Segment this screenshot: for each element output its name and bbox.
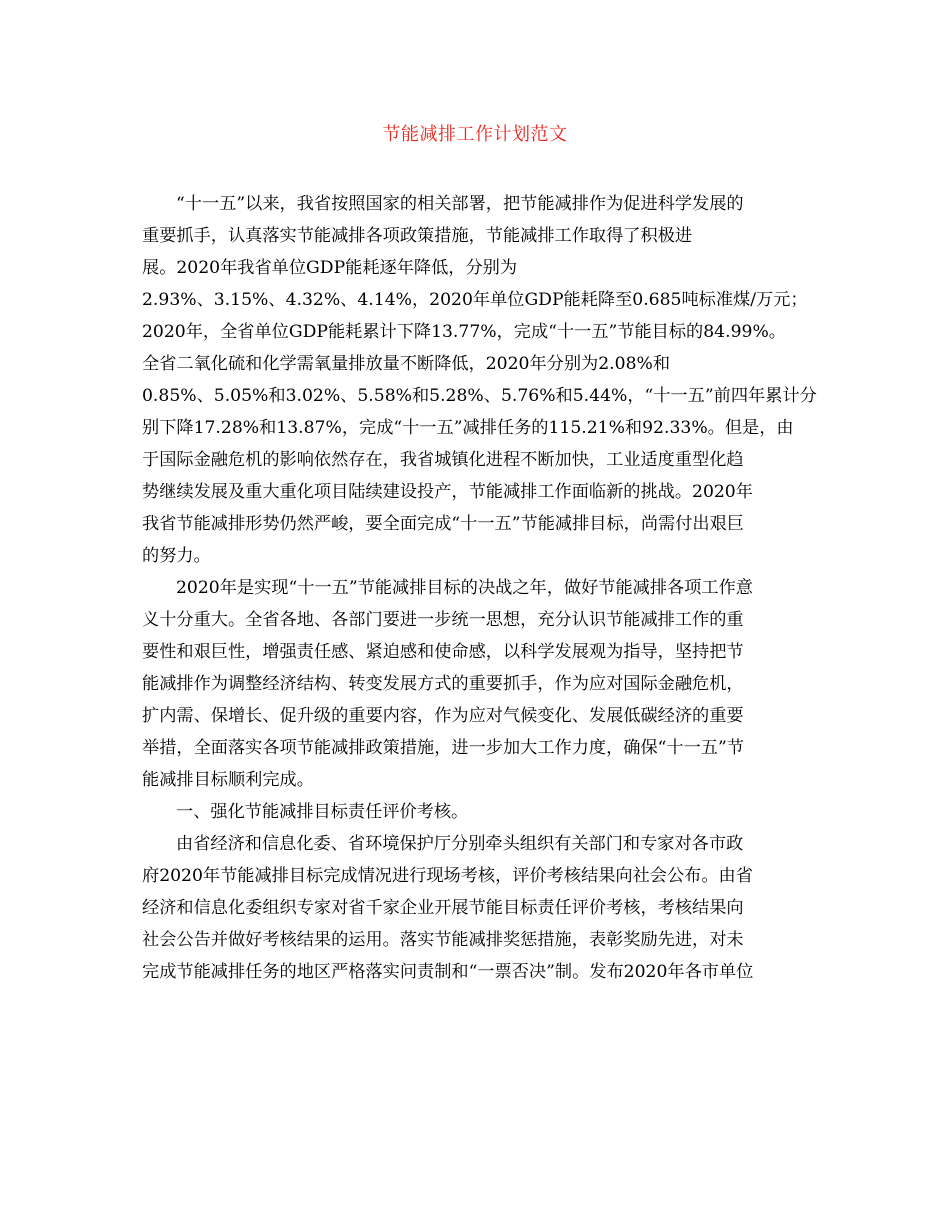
text-line: 别下降17.28%和13.87%，完成“十一五”减排任务的115.21%和92.33%。但是，由: [142, 418, 794, 438]
text-line: 一、强化节能减排目标责任评价考核。: [176, 802, 469, 822]
text-line: 于国际金融危机的影响依然存在，我省城镇化进程不断加快，工业适度重型化趋: [142, 450, 744, 470]
text-line: 重要抓手，认真落实节能减排各项政策措施，节能减排工作取得了积极进: [142, 226, 693, 246]
text-line: 能减排作为调整经济结构、转变发展方式的重要抓手，作为应对国际金融危机，: [142, 674, 744, 694]
document-title: 节能减排工作计划范文: [382, 124, 568, 145]
text-line: 2.93%、3.15%、4.32%、4.14%，2020年单位GDP能耗降至0.685吨标准煤/万元；: [142, 290, 808, 310]
document-body: [142, 188, 817, 988]
text-line: 展。2020年我省单位GDP能耗逐年降低，分别为: [142, 258, 518, 278]
paragraph-3: [142, 796, 802, 828]
text-line: 府2020年节能减排目标完成情况进行现场考核，评价考核结果向社会公布。由省: [142, 866, 753, 886]
text-line: 社会公告并做好考核结果的运用。落实节能减排奖惩措施，表彰奖励先进，对未: [142, 930, 744, 950]
text-line: 扩内需、保增长、促升级的重要内容，作为应对气候变化、发展低碳经济的重要: [142, 706, 744, 726]
text-line: 完成节能减排任务的地区严格落实问责制和“一票否决”制。发布2020年各市单位: [142, 962, 754, 982]
text-line: 的努力。: [142, 546, 211, 566]
text-line: 2020年，全省单位GDP能耗累计下降13.77%，完成“十一五”节能目标的84.99%。: [142, 322, 786, 342]
text-line: 经济和信息化委组织专家对省千家企业开展节能目标责任评价考核，考核结果向: [142, 898, 744, 918]
text-line: 0.85%、5.05%和3.02%、5.58%和5.28%、5.76%和5.44%，“十一五”前四年累计分: [142, 386, 817, 406]
text-line: “十一五”以来，我省按照国家的相关部署，把节能减排作为促进科学发展的: [176, 194, 744, 214]
text-line: 全省二氧化硫和化学需氧量排放量不断降低，2020年分别为2.08%和: [142, 354, 671, 374]
text-line: 义十分重大。全省各地、各部门要进一步统一思想，充分认识节能减排工作的重: [142, 610, 744, 630]
text-line: 举措，全面落实各项节能减排政策措施，进一步加大工作力度，确保“十一五”节: [142, 738, 744, 758]
paragraph-2: [142, 572, 802, 796]
text-line: 2020年是实现“十一五”节能减排目标的决战之年，做好节能减排各项工作意: [176, 578, 753, 598]
text-line: 由省经济和信息化委、省环境保护厅分别牵头组织有关部门和专家对各市政: [176, 834, 744, 854]
text-line: 要性和艰巨性，增强责任感、紧迫感和使命感，以科学发展观为指导，坚持把节: [142, 642, 744, 662]
paragraph-4: [142, 828, 802, 988]
paragraph-1: [142, 188, 817, 572]
text-line: 势继续发展及重大重化项目陆续建设投产，节能减排工作面临新的挑战。2020年: [142, 482, 753, 502]
text-line: 能减排目标顺利完成。: [142, 770, 314, 790]
text-line: 我省节能减排形势仍然严峻，要全面完成“十一五”节能减排目标，尚需付出艰巨: [142, 514, 744, 534]
